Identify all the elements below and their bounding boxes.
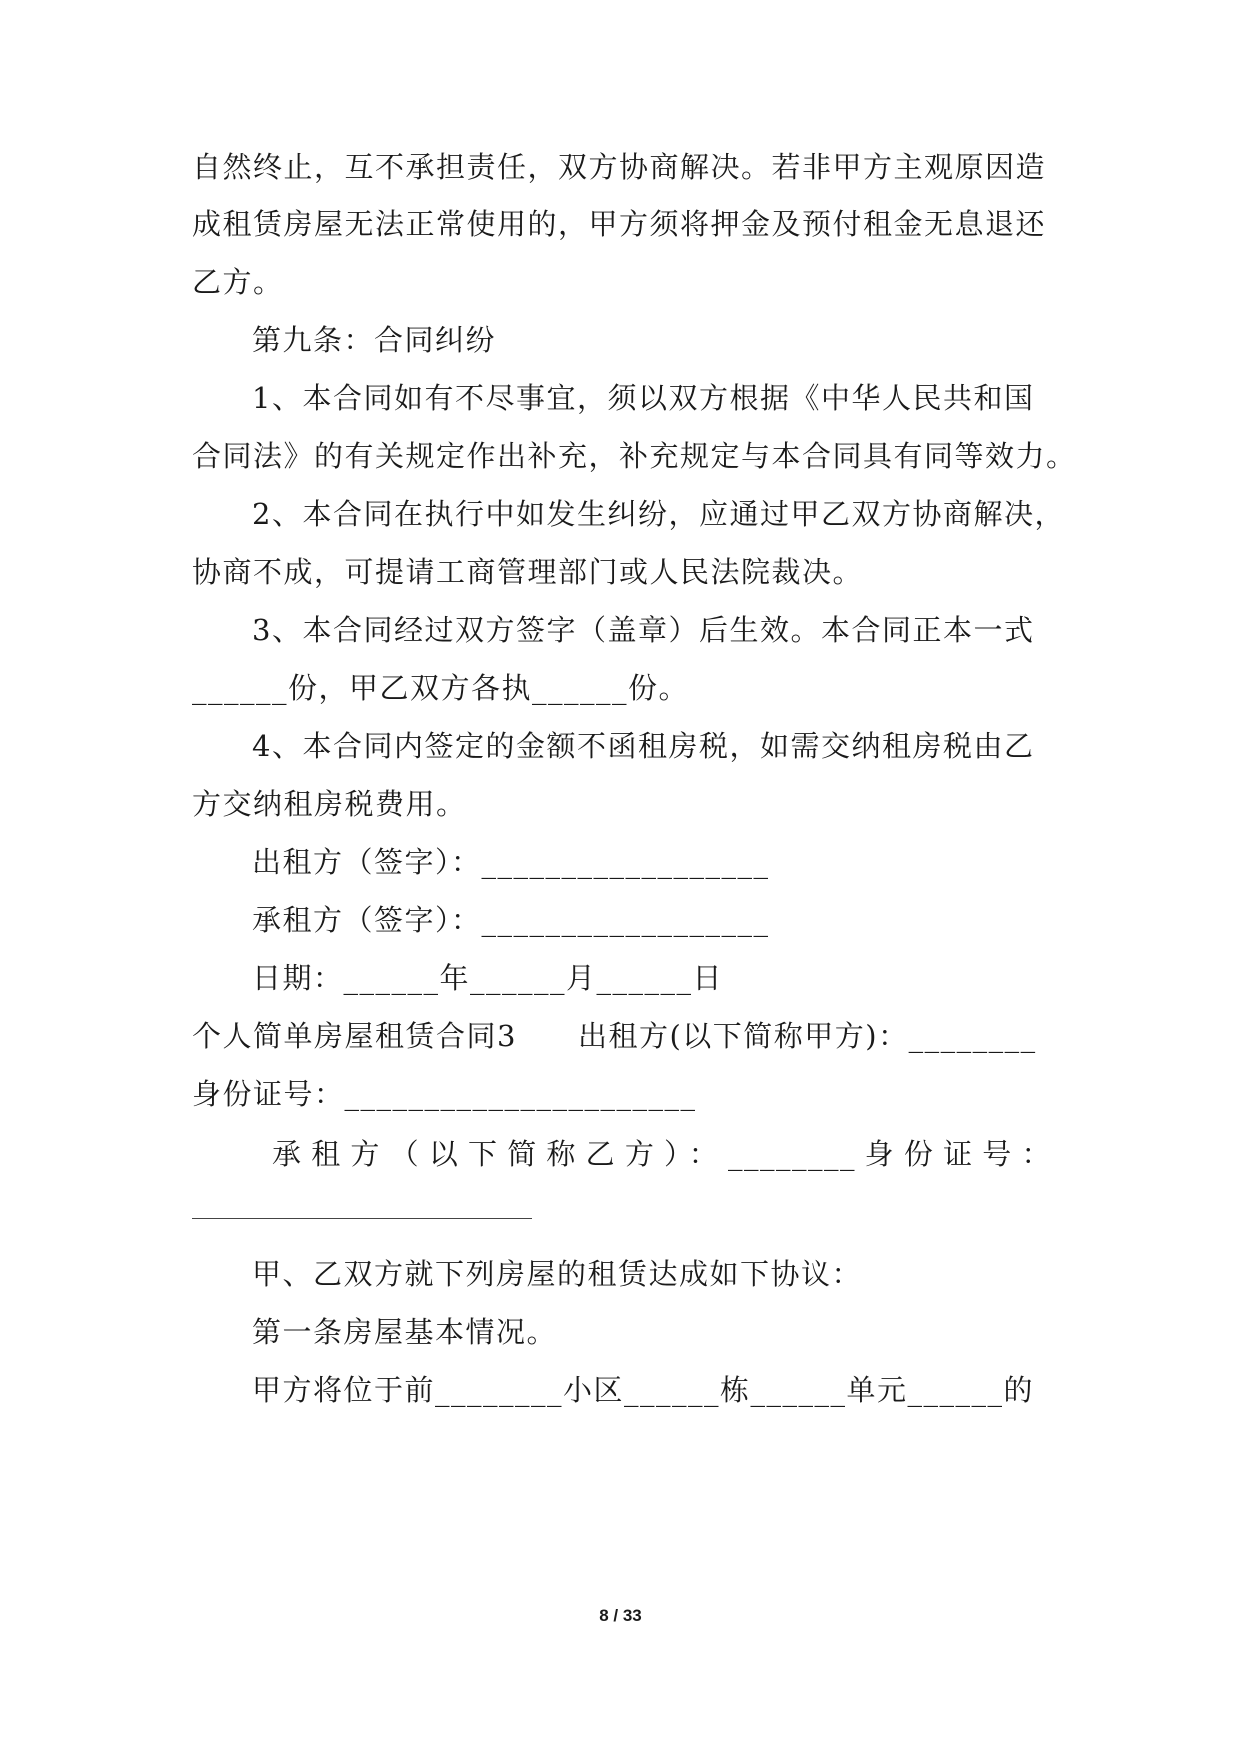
- paragraph-line: 甲、乙双方就下列房屋的租赁达成如下协议：: [252, 1257, 863, 1291]
- paragraph-line: ______份，甲乙双方各执______份。: [192, 671, 690, 705]
- section-heading: 第九条：合同纠纷: [252, 323, 497, 357]
- section-heading: 第一条房屋基本情况。: [252, 1315, 558, 1349]
- page-number: 8 / 33: [599, 1606, 642, 1625]
- paragraph-line: 甲方将位于前________小区______栋______单元______的: [252, 1373, 1035, 1407]
- paragraph-line: 协商不成，可提请工商管理部门或人民法院裁决。: [192, 555, 864, 589]
- paragraph-line: 身份证号：______________________: [192, 1077, 697, 1111]
- paragraph-line: 方交纳租房税费用。: [192, 787, 467, 821]
- signature-line-lessee: 承租方（签字）：__________________: [252, 903, 770, 937]
- paragraph-line: 自然终止，互不承担责任，双方协商解决。若非甲方主观原因造: [192, 150, 1047, 184]
- paragraph-line: 4、本合同内签定的金额不函租房税，如需交纳租房税由乙: [252, 729, 1035, 763]
- paragraph-line: 成租赁房屋无法正常使用的，甲方须将押金及预付租金无息退还: [192, 207, 1047, 241]
- date-line: 日期：______年______月______日: [252, 961, 724, 995]
- paragraph-line: 承租方（以下简称乙方）：________身份证号：: [272, 1137, 1052, 1171]
- blank-underline: [192, 1218, 532, 1219]
- paragraph-line: 3、本合同经过双方签字（盖章）后生效。本合同正本一式: [252, 613, 1035, 647]
- paragraph-line: 1、本合同如有不尽事宜，须以双方根据《中华人民共和国: [252, 381, 1035, 415]
- paragraph-line: 合同法》的有关规定作出补充，补充规定与本合同具有同等效力。: [192, 439, 1077, 473]
- paragraph-line: 乙方。: [192, 265, 284, 299]
- signature-line-lessor: 出租方（签字）：__________________: [252, 845, 770, 879]
- contract-title-line: 个人简单房屋租赁合同3 出租方(以下简称甲方)：________: [192, 1019, 1037, 1053]
- paragraph-line: 2、本合同在执行中如发生纠纷，应通过甲乙双方协商解决，: [252, 497, 1065, 531]
